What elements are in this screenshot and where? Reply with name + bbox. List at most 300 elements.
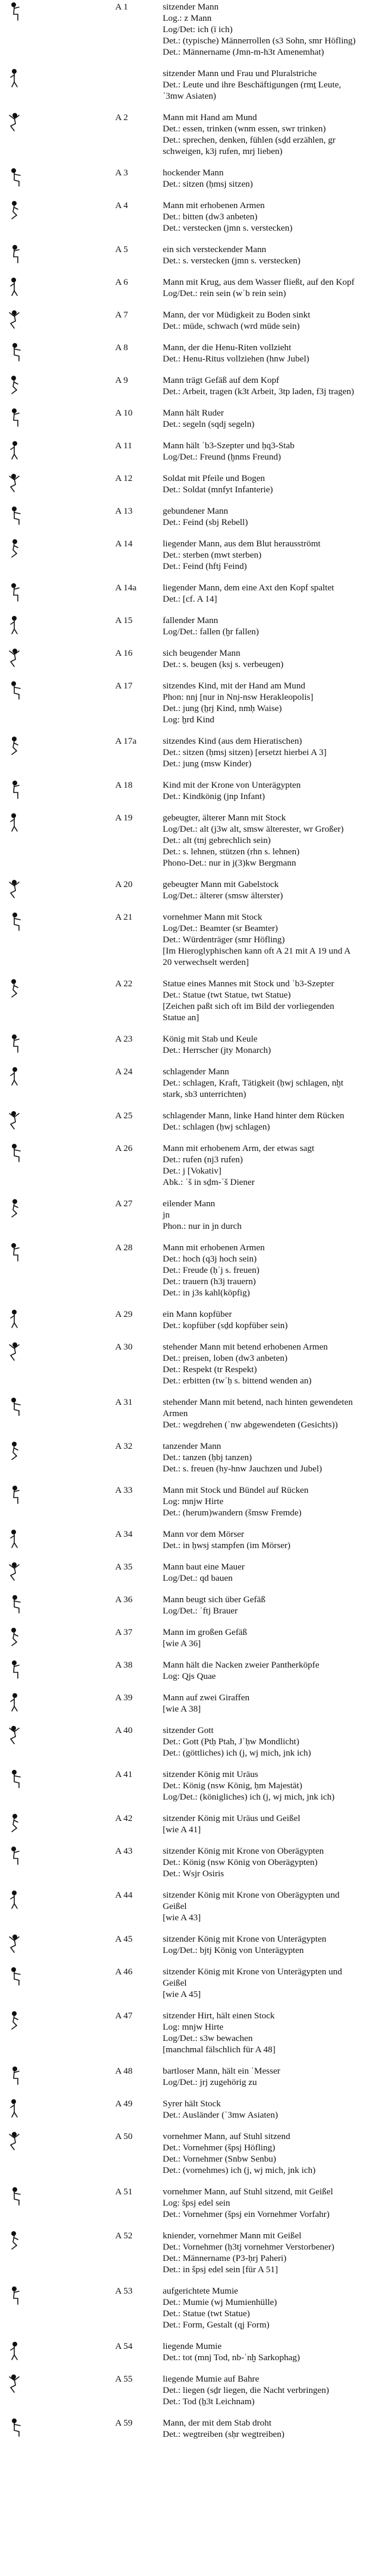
sign-entry <box>2 2131 382 2176</box>
sign-code: A 29 <box>115 1309 133 1319</box>
sign-description: schlagender Mann, linke Hand hinter dem Rücken <box>163 1111 344 1121</box>
sign-usage-line: Det.: König (nsw König, ḥm Majestät) <box>163 1781 302 1791</box>
sign-usage-line: Det.: (göttliches) ich (j, wj mich, jnk ich) <box>163 1748 311 1758</box>
sign-description: Mann beugt sich über Gefäß <box>163 1594 265 1605</box>
sign-usage-line: Det.: in ḥwsj stampfen (im Mörser) <box>163 1540 291 1550</box>
sign-usage-line: Log: mnjw Hirte <box>163 2022 224 2032</box>
adoring-man-icon <box>5 1341 25 1364</box>
sign-code: A 59 <box>115 2418 133 2428</box>
sign-description: Mann mit erhobenem Arm, der etwas sagt <box>163 1143 315 1153</box>
sign-code: A 5 <box>115 244 128 254</box>
sign-usage-line: Det.: rufen (nj3 rufen) <box>163 1155 243 1165</box>
sign-usage-line: Log/Det.: älterer (smsw älterster) <box>163 891 283 901</box>
sign-entry <box>2 505 382 528</box>
sign-entry <box>2 911 382 968</box>
sign-description: Mann, der die Henu-Riten vollzieht <box>163 342 292 353</box>
sign-code: A 51 <box>115 2187 133 2197</box>
sign-usage-line: Det.: j [Vokativ] <box>163 1166 222 1176</box>
seated-god-icon <box>5 1725 25 1747</box>
shepherd-icon <box>5 2010 25 2033</box>
man-basket-head-icon <box>5 375 25 397</box>
sign-usage-line: Log/Det.: (königliches) ich (j, wj mich, jnk ich) <box>163 1792 335 1802</box>
sign-usage-line: Det.: s. beugen (ksj s. verbeugen) <box>163 659 284 669</box>
sign-entry <box>2 2010 382 2055</box>
sign-usage-line: Det.: in špsj edel sein [für A 51] <box>163 2264 279 2275</box>
upside-down-man-icon <box>5 1309 25 1331</box>
child-seated-icon <box>5 735 25 758</box>
sign-description: sitzendes Kind (aus dem Hieratischen) <box>163 736 302 746</box>
sign-usage-line: Abk.: ʿš in sḏm-ʿš Diener <box>163 1177 255 1187</box>
sign-usage-line: Log/Det.: Beamter (sr Beamter) <box>163 923 278 933</box>
sign-description: Mann mit Krug, aus dem Wasser fließt, auf den Kopf <box>163 277 355 287</box>
man-raised-arms-icon <box>5 200 25 222</box>
sign-description: gebeugter, älterer Mann mit Stock <box>163 813 286 823</box>
sign-usage-line: Det.: Männername (P3-ḥrj Paheri) <box>163 2253 287 2263</box>
sign-usage-line: Log/Det.: ʿftj Brauer <box>163 1606 238 1616</box>
sign-usage-line: Det.: Mumie (wj Mumienhülle) <box>163 2297 277 2307</box>
building-wall-icon <box>5 1561 25 1584</box>
child-crown-icon <box>5 779 25 802</box>
sign-usage-line: Det.: Vornehmer (ḥ3tj vornehmer Verstorbener) <box>163 2242 334 2252</box>
sign-usage-line: Det.: sitzen (ḥmsj sitzen) <box>163 179 253 189</box>
sign-usage-line: Log/Det.: Freund (ḫnms Freund) <box>163 452 281 462</box>
sign-code: A 34 <box>115 1529 133 1539</box>
sign-code: A 49 <box>115 2099 133 2109</box>
sign-entry <box>2 647 382 670</box>
sign-entry <box>2 538 382 572</box>
sign-usage-line: [wie A 38] <box>163 1704 201 1714</box>
sign-code: A 43 <box>115 1846 133 1856</box>
sign-entry <box>2 1484 382 1518</box>
sign-entry <box>2 978 382 1023</box>
sign-description: stehender Mann mit betend erhobenen Armen <box>163 1342 328 1352</box>
sign-code: A 9 <box>115 375 128 385</box>
sign-usage-line: Det.: alt (tnj gebrechlich sein) <box>163 835 271 845</box>
man-forked-stick-icon <box>5 879 25 901</box>
striking-man-icon <box>5 1066 25 1089</box>
sign-description: vornehmer Mann, auf Stuhl sitzend <box>163 2131 290 2141</box>
soldier-icon <box>5 473 25 495</box>
sign-usage-line: Det.: Würdenträger (smr Höfling) <box>163 935 285 945</box>
sign-usage-line: Det.: hoch (q3j hoch sein) <box>163 1254 257 1264</box>
sign-entry <box>2 1889 382 1923</box>
bleeding-man-icon <box>5 538 25 561</box>
king-staff-mace-icon <box>5 1033 25 1056</box>
sign-entry <box>2 2065 382 2088</box>
sign-usage-line: Det.: sitzen (ḥmsj sitzen) [ersetzt hierbei A 3] <box>163 747 327 757</box>
sign-usage-line: Det.: essen, trinken (wnm essen, swr trinken) <box>163 124 326 134</box>
sign-usage-line: Log/Det.: alt (j3w alt, smsw älterester, wr Großer) <box>163 824 344 834</box>
sign-usage-line: Det.: Feind (hftj Feind) <box>163 561 247 571</box>
sign-code: A 32 <box>115 1441 133 1451</box>
sign-usage-line: [manchmal fälschlich für A 48] <box>163 2045 276 2055</box>
sign-entry <box>2 440 382 463</box>
sign-entry <box>2 2098 382 2121</box>
sign-entry <box>2 615 382 637</box>
sign-usage-line: Det.: Statue (twt Statue, twt Statue) <box>163 990 291 1000</box>
sign-usage-line: Det.: s. verstecken (jmn s. verstecken) <box>163 256 300 266</box>
sign-entry <box>2 167 382 190</box>
sign-usage-line: Det.: wegdrehen (ʿnw abgewendeten (Gesichts)) <box>163 1420 338 1430</box>
sign-description: schlagender Mann <box>163 1067 229 1077</box>
sign-entry <box>2 407 382 430</box>
sign-usage-line: Det.: Soldat (mnfyt Infanterie) <box>163 485 273 495</box>
sign-code: A 23 <box>115 1034 133 1044</box>
sign-entry <box>2 1 382 58</box>
sign-usage-line: Det.: sprechen, denken, fühlen (sḏd erzählen, gr schweigen, k3j rufen, mrj lieben) <box>163 135 336 156</box>
sign-usage-line: Det.: s. lehnen, stützen (rhn s. lehnen) <box>163 847 300 857</box>
sign-usage-line: Det.: schlagen, Kraft, Tätigkeit (ḥwj schlagen, nḫt stark, sb3 unterrichten) <box>163 1078 344 1099</box>
sign-description: Mann im großen Gefäß <box>163 1627 248 1637</box>
sign-description: aufgerichtete Mumie <box>163 2286 238 2296</box>
sign-code: A 8 <box>115 342 128 353</box>
sign-usage-line: Phon: nnj [nur in Nnj-nsw Herakleopolis] <box>163 692 314 702</box>
man-stick-throwing-icon <box>5 2417 25 2440</box>
sign-description: sitzender Hirt, hält einen Stock <box>163 2011 275 2021</box>
sign-entry <box>2 1561 382 1584</box>
sign-code: A 46 <box>115 1967 133 1977</box>
sign-code: A 55 <box>115 2374 133 2384</box>
hiding-man-icon <box>5 244 25 266</box>
herdsman-bundle-icon <box>5 1484 25 1507</box>
sign-entry <box>2 1659 382 1682</box>
sign-description: Mann trägt Gefäß auf dem Kopf <box>163 375 280 385</box>
sign-code: A 37 <box>115 1627 133 1637</box>
sign-usage-line: Log: Qjs Quae <box>163 1671 216 1681</box>
tired-man-icon <box>5 309 25 332</box>
sign-code: A 16 <box>115 648 133 658</box>
sign-entry <box>2 68 382 102</box>
sign-entry <box>2 2186 382 2220</box>
sign-description: Mann, der vor Müdigkeit zu Boden sinkt <box>163 310 311 320</box>
sign-usage-line: Log/Det.: rein sein (wʿb rein sein) <box>163 288 286 298</box>
sign-code: A 25 <box>115 1111 133 1121</box>
sign-usage-line: Det.: Statue (twt Statue) <box>163 2308 250 2319</box>
sign-usage-line: Log/Det.: jrj zugehörig zu <box>163 2077 257 2087</box>
sign-description: Mann hält Ruder <box>163 408 224 418</box>
henu-man-icon <box>5 342 25 364</box>
sign-usage-line: Det.: (herum)wandern (šmsw Fremde) <box>163 1508 302 1518</box>
sign-code: A 14 <box>115 539 133 549</box>
sign-entry <box>2 1966 382 2000</box>
sign-usage-line: [wie A 43] <box>163 1913 201 1923</box>
sign-code: A 33 <box>115 1485 133 1495</box>
noble-chair-icon <box>5 2131 25 2153</box>
sign-usage-line: Det.: tot (mnj Tod, nb-ʿnḫ Sarkophag) <box>163 2352 300 2363</box>
sign-usage-line: Det.: Respekt (tr Respekt) <box>163 1364 257 1375</box>
sign-usage-line: Det.: jung (msw Kinder) <box>163 759 252 769</box>
man-hand-mouth-icon <box>5 112 25 134</box>
sign-entry <box>2 1309 382 1331</box>
sign-usage-line: Phon.: nur in jn durch <box>163 1221 242 1231</box>
sign-description: vornehmer Mann, auf Stuhl sitzend, mit Geißel <box>163 2187 333 2197</box>
man-vessel-icon <box>5 1627 25 1649</box>
sign-usage-line: Det.: [cf. A 14] <box>163 594 217 604</box>
sign-entry <box>2 1242 382 1298</box>
sign-usage-line: Log/Det.: qd bauen <box>163 1573 233 1583</box>
sign-code: A 48 <box>115 2066 133 2076</box>
sign-description: sitzender König mit Uräus <box>163 1769 258 1779</box>
sign-entry <box>2 1813 382 1835</box>
sign-usage-line: Det.: trauern (h3j trauern) <box>163 1276 256 1287</box>
sign-description: Mann auf zwei Giraffen <box>163 1693 250 1703</box>
sign-description: liegender Mann, aus dem Blut herausströmt <box>163 539 321 549</box>
statue-icon <box>5 978 25 1001</box>
sign-code: A 19 <box>115 813 133 823</box>
sign-description: gebundener Mann <box>163 506 229 516</box>
sign-usage-line: Log.: z Mann <box>163 13 212 23</box>
sign-description: Soldat mit Pfeile und Bogen <box>163 473 265 483</box>
seated-man-icon <box>5 1 25 24</box>
sign-usage-line: Det.: in j3s kahl(köpfig) <box>163 1288 250 1298</box>
sign-entry <box>2 1143 382 1188</box>
sign-entry <box>2 1066 382 1100</box>
sign-usage-line: [wie A 36] <box>163 1638 201 1649</box>
sign-usage-line: Det.: bitten (dw3 anbeten) <box>163 212 258 222</box>
sign-code: A 53 <box>115 2286 133 2296</box>
squatting-man-icon <box>5 167 25 190</box>
dancing-man-icon <box>5 1440 25 1463</box>
sign-entry <box>2 779 382 802</box>
sign-description: sitzendes Kind, mit der Hand am Mund <box>163 681 306 691</box>
sign-entry <box>2 342 382 364</box>
sign-usage-line: Det.: Leute und ihre Beschäftigungen (rmṯ Leute, ʿ3mw Asiaten) <box>163 80 341 101</box>
sign-code: A 3 <box>115 168 128 178</box>
sign-code: A 52 <box>115 2231 133 2241</box>
sign-entry <box>2 1933 382 1956</box>
sign-usage-line: Det.: wegtreiben (sḥr wegtreiben) <box>163 2429 284 2439</box>
king-red-crown-icon <box>5 1933 25 1956</box>
king-uraeus-icon <box>5 1769 25 1791</box>
sign-entry <box>2 1692 382 1715</box>
sign-entry <box>2 375 382 397</box>
sign-entry <box>2 879 382 901</box>
syrian-man-icon <box>5 2098 25 2121</box>
sign-usage-line: Det.: verstecken (jmn s. verstecken) <box>163 223 293 233</box>
beardless-man-knife-icon <box>5 2065 25 2088</box>
man-vessel-icon <box>5 1594 25 1616</box>
sign-usage-line: jn <box>163 1210 170 1220</box>
sign-usage-line: Log/Det.: fallen (ḫr fallen) <box>163 627 259 637</box>
sign-description: sitzender König mit Krone von Unterägypten und Geißel <box>163 1967 342 1988</box>
sign-code: A 7 <box>115 310 128 320</box>
sign-code: A 35 <box>115 1562 133 1572</box>
sign-usage-line: Det.: liegen (sḏr liegen, die Nacht verbringen) <box>163 2385 330 2395</box>
sign-usage-line: Det.: Vornehmer (Snbw Senbu) <box>163 2154 276 2164</box>
sign-entry <box>2 244 382 266</box>
sign-code: A 14a <box>115 583 137 593</box>
sign-usage-line: Det.: sterben (mwt sterben) <box>163 550 262 560</box>
sign-usage-line: Det.: (typische) Männerrollen (s3 Sohn, smr Höfling) <box>163 36 356 46</box>
sign-entry <box>2 112 382 157</box>
sign-description: Mann hält die Nacken zweier Pantherköpfe <box>163 1660 319 1670</box>
sign-entry <box>2 1033 382 1056</box>
sign-usage-line: Det.: jung (ẖrj Kind, nmḥ Waise) <box>163 703 282 713</box>
sign-usage-line: Det.: Tod (ẖ3t Leichnam) <box>163 2396 255 2407</box>
noble-stick-icon <box>5 911 25 934</box>
sign-description: tanzender Mann <box>163 1441 222 1451</box>
sign-usage-line: Det.: Wsjr Osiris <box>163 1869 224 1879</box>
sign-code: A 24 <box>115 1067 133 1077</box>
falling-man-icon <box>5 615 25 637</box>
bowing-man-icon <box>5 647 25 670</box>
sign-usage-line: Det.: segeln (sqdj segeln) <box>163 419 255 429</box>
sign-usage-line: Log/Det: ich (ï ich) <box>163 24 233 34</box>
sign-description: liegende Mumie <box>163 2341 222 2351</box>
sign-description: Mann baut eine Mauer <box>163 1562 245 1572</box>
sign-description: fallender Mann <box>163 615 219 625</box>
sign-entry <box>2 2341 382 2363</box>
sign-entry <box>2 1440 382 1474</box>
sign-description: hockender Mann <box>163 168 224 178</box>
sign-code: A 17 <box>115 681 133 691</box>
mummy-upright-icon <box>5 2285 25 2308</box>
sign-description: König mit Stab und Keule <box>163 1034 258 1044</box>
sign-usage-line: Det.: Herrscher (jty Monarch) <box>163 1045 271 1055</box>
sign-code: A 50 <box>115 2131 133 2141</box>
sign-usage-line: Det.: Form, Gestalt (qj Form) <box>163 2320 270 2330</box>
sign-code: A 15 <box>115 615 133 625</box>
sign-usage-line: Det.: Vornehmer (špsj ein Vornehmer Vorfahr) <box>163 2209 330 2219</box>
sign-entry <box>2 812 382 869</box>
sign-code: A 13 <box>115 506 133 516</box>
sign-usage-line: Det.: schlagen (ḥwj schlagen) <box>163 1122 270 1132</box>
sign-code: A 28 <box>115 1243 133 1253</box>
sign-entry <box>2 1110 382 1133</box>
sign-entry <box>2 200 382 234</box>
sign-usage-line: Log: špsj edel sein <box>163 2198 230 2208</box>
sign-description: ein sich versteckender Mann <box>163 244 267 254</box>
sign-usage-line: Det.: Ausländer (ʿ3mw Asiaten) <box>163 2110 279 2120</box>
sign-entry <box>2 1769 382 1803</box>
sign-entry <box>2 1198 382 1232</box>
man-mortar-icon <box>5 1528 25 1551</box>
sign-description: sitzender König mit Krone von Oberägypten <box>163 1846 324 1856</box>
sign-usage-line: Det.: Arbeit, tragen (k3t Arbeit, 3tp laden, f3j tragen) <box>163 386 355 397</box>
sign-description: Mann hält ʿb3-Szepter und ḥq3-Stab <box>163 441 295 451</box>
sign-code: A 4 <box>115 200 128 210</box>
sign-code: A 17a <box>115 736 137 746</box>
sign-description: sitzender König mit Krone von Oberägypten und Geißel <box>163 1890 340 1911</box>
sign-entry <box>2 680 382 725</box>
sign-code: A 22 <box>115 979 133 989</box>
sign-description: Mann mit Hand am Mund <box>163 112 257 122</box>
sign-usage-line: Log: ẖrd Kind <box>163 715 214 725</box>
sign-code: A 38 <box>115 1660 133 1670</box>
man-raised-arms-icon <box>5 1242 25 1265</box>
sign-description: ein Mann kopfüber <box>163 1309 232 1319</box>
sign-code: A 27 <box>115 1199 133 1209</box>
sign-code: A 1 <box>115 2 128 12</box>
kneeling-noble-icon <box>5 2230 25 2253</box>
bent-man-stick-icon <box>5 812 25 835</box>
man-axe-head-icon <box>5 582 25 605</box>
sign-usage-line: Log/Det.: s3w bewachen <box>163 2033 253 2043</box>
sign-code: A 45 <box>115 1934 133 1944</box>
sign-description: Mann, der mit dem Stab droht <box>163 2418 272 2428</box>
sign-description: bartloser Mann, hält ein ʿMesser <box>163 2066 280 2076</box>
sign-usage-line: Det.: erbitten (twʿḥ s. bittend wenden an) <box>163 1376 312 1386</box>
sign-entry <box>2 473 382 495</box>
king-red-crown-icon <box>5 1966 25 1989</box>
sign-usage-line: Det.: Freude (ḥʿj s. freuen) <box>163 1265 260 1275</box>
sign-code: A 10 <box>115 408 133 418</box>
sign-description: liegende Mumie auf Bahre <box>163 2374 260 2384</box>
sign-code: A 39 <box>115 1693 133 1703</box>
sign-entry <box>2 1528 382 1551</box>
sign-usage-line: Det.: Feind (sbj Rebell) <box>163 517 248 527</box>
sign-usage-line: Det.: kopfüber (sḏd kopfüber sein) <box>163 1320 288 1331</box>
sign-entry <box>2 1396 382 1430</box>
sign-code: A 20 <box>115 879 133 889</box>
mummy-bier-icon <box>5 2373 25 2396</box>
sign-description: sitzender Mann und Frau und Pluralstriche <box>163 68 317 78</box>
sign-usage-line: Phono-Det.: nur in j(3)kw Bergmann <box>163 858 296 868</box>
sign-usage-line: Det.: Vornehmer (špsj Höfling) <box>163 2143 276 2153</box>
sign-entry <box>2 1594 382 1616</box>
king-flagellum-icon <box>5 1813 25 1835</box>
sign-code: A 26 <box>115 1143 133 1153</box>
sign-description: Mann mit Stock und Bündel auf Rücken <box>163 1485 309 1495</box>
man-jug-icon <box>5 276 25 299</box>
sign-code: A 40 <box>115 1725 133 1735</box>
sign-usage-line: [wie A 45] <box>163 1989 201 1999</box>
sign-entry <box>2 309 382 332</box>
sign-entry <box>2 1341 382 1386</box>
sign-usage-line: Det.: tanzen (ḥbj tanzen) <box>163 1452 252 1462</box>
sign-description: kniender, vornehmer Mann mit Geißel <box>163 2231 302 2241</box>
striking-man-icon <box>5 1110 25 1133</box>
sign-entry <box>2 735 382 769</box>
sign-description: sich beugender Mann <box>163 648 241 658</box>
running-man-icon <box>5 1198 25 1221</box>
sign-code: A 6 <box>115 277 128 287</box>
sign-code: A 2 <box>115 112 128 122</box>
sign-code: A 18 <box>115 780 133 790</box>
sign-usage-line: Det.: Kindkönig (jnp Infant) <box>163 791 265 801</box>
man-scepter-icon <box>5 440 25 463</box>
sign-usage-line: Det.: König (nsw König von Oberägypten) <box>163 1857 318 1867</box>
sign-usage-line: Det.: Henu-Ritus vollziehen (hnw Jubel) <box>163 354 309 364</box>
sign-usage-line: [Zeichen paßt sich oft im Bild der vorliegenden Statue an] <box>163 1001 334 1023</box>
sign-entry <box>2 2230 382 2275</box>
sign-entry <box>2 2417 382 2440</box>
rowing-man-icon <box>5 407 25 430</box>
sign-usage-line: Det.: müde, schwach (wrd müde sein) <box>163 321 300 331</box>
sign-code: A 54 <box>115 2341 133 2351</box>
sign-entry <box>2 276 382 299</box>
sign-code: A 36 <box>115 1594 133 1605</box>
sign-usage-line: Det.: s. freuen (hy-hnw Jauchzen und Jubel) <box>163 1464 322 1474</box>
sign-usage-line: Log: mnjw Hirte <box>163 1496 224 1506</box>
sign-description: sitzender König mit Uräus und Geißel <box>163 1813 300 1823</box>
sign-description: eilender Mann <box>163 1199 216 1209</box>
sign-usage-line: Det.: preisen, loben (dw3 anbeten) <box>163 1353 288 1363</box>
sign-code: A 47 <box>115 2011 133 2021</box>
sign-entry <box>2 1627 382 1649</box>
sign-code: A 12 <box>115 473 133 483</box>
sign-code: A 44 <box>115 1890 133 1900</box>
averted-man-icon <box>5 1396 25 1419</box>
sign-entry <box>2 2373 382 2407</box>
sign-code: A 41 <box>115 1769 133 1779</box>
sign-description: sitzender Mann <box>163 2 219 12</box>
sign-description: Kind mit der Krone von Unterägypten <box>163 780 301 790</box>
mummy-lying-icon <box>5 2341 25 2363</box>
sign-description: Mann mit erhobenen Armen <box>163 1243 265 1253</box>
sign-code: A 30 <box>115 1342 133 1352</box>
sign-description: stehender Mann mit betend, nach hinten gewendeten Armen <box>163 1397 353 1418</box>
